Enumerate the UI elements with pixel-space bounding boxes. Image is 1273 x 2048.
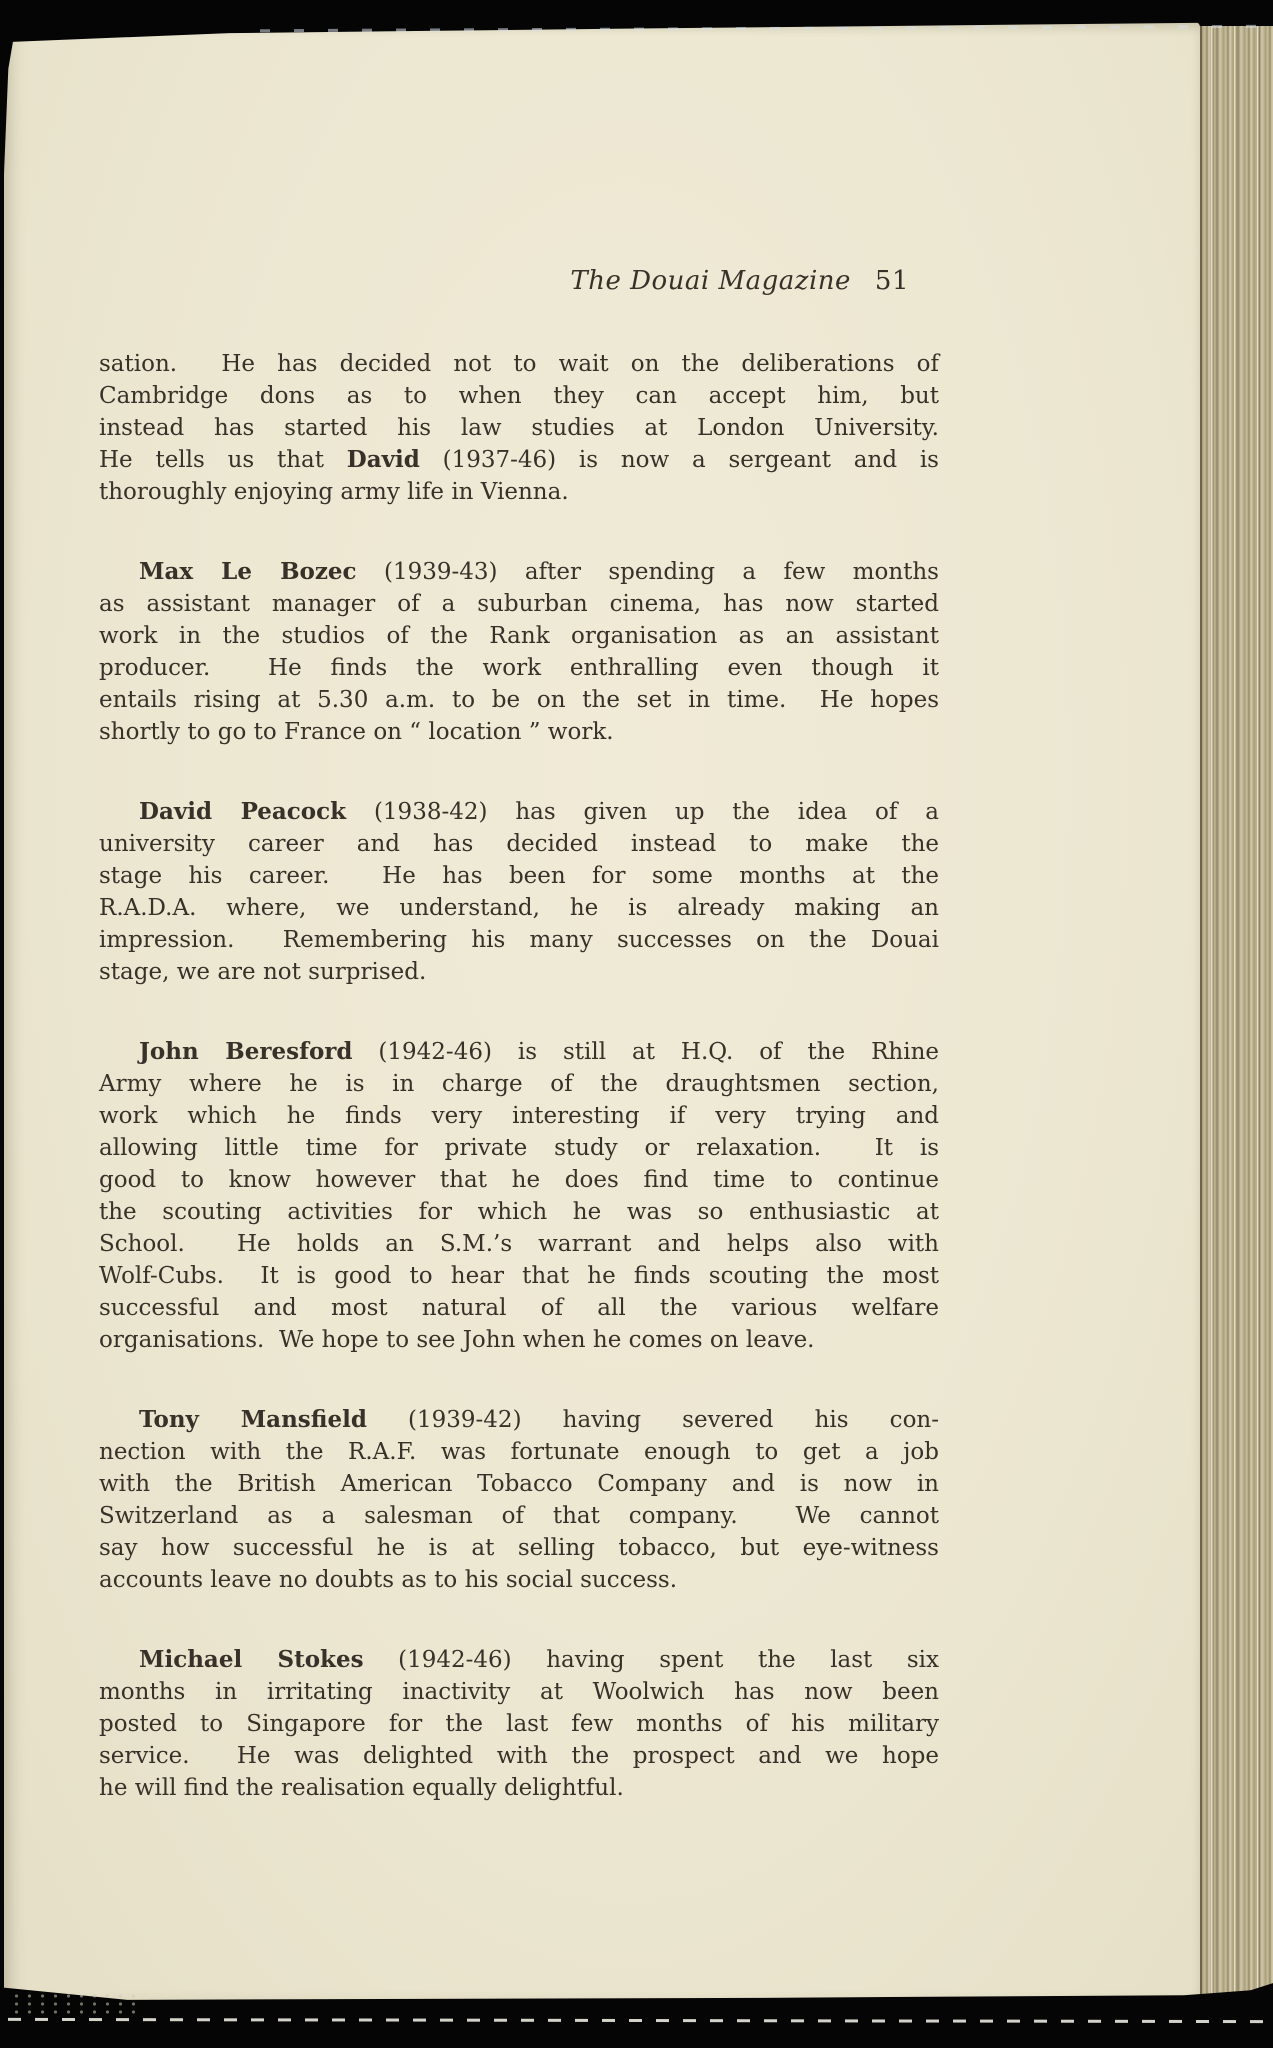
text-line [99, 1772, 939, 1804]
old-boy-name: Michael Stokes [139, 1646, 364, 1673]
text-segment: as assistant manager of a suburban cinema, has now started [99, 591, 939, 617]
old-boy-name: John Beresford [139, 1038, 353, 1065]
text-segment: he will find the realisation equally delightful. [99, 1775, 624, 1801]
text-line [99, 1324, 939, 1356]
text-line [99, 956, 939, 988]
text-line [99, 1292, 939, 1324]
paragraph [99, 796, 939, 988]
text-line [99, 924, 939, 956]
text-segment: He tells us that [99, 447, 347, 473]
old-boy-name: Tony Mansfield [139, 1406, 367, 1433]
text-segment: Army where he is in charge of the draughtsmen section, [99, 1071, 939, 1097]
text-segment: successful and most natural of all the various welfare [99, 1295, 939, 1321]
text-line [99, 1068, 939, 1100]
text-segment: sation. He has decided not to wait on the deliberations of [99, 351, 939, 377]
article-text [99, 348, 939, 1804]
text-line [99, 828, 939, 860]
text-segment: shortly to go to France on “ location ” work. [99, 719, 614, 745]
text-segment: allowing little time for private study or relaxation. It is [99, 1135, 939, 1161]
text-line [99, 1100, 939, 1132]
page-header [99, 266, 909, 296]
text-line [99, 1164, 939, 1196]
text-segment: thoroughly enjoying army life in Vienna. [99, 479, 569, 505]
text-segment: instead has started his law studies at London University. [99, 415, 939, 441]
text-line [99, 892, 939, 924]
text-segment: R.A.D.A. where, we understand, he is already making an [99, 895, 939, 921]
text-segment: service. He was delighted with the prospect and we hope [99, 1743, 939, 1769]
text-line [99, 1132, 939, 1164]
text-segment: say how successful he is at selling tobacco, but eye-witness [99, 1535, 939, 1561]
old-boy-name: Max Le Bozec [139, 558, 357, 585]
paragraph [99, 1644, 939, 1804]
text-segment: accounts leave no doubts as to his social success. [99, 1567, 678, 1593]
text-segment: (1942-46) having spent the last six [363, 1647, 940, 1673]
text-segment: stage his career. He has been for some months at the [99, 863, 939, 889]
text-line [99, 412, 939, 444]
text-line [99, 1500, 939, 1532]
magazine-page [4, 22, 1200, 2004]
text-line [99, 380, 939, 412]
text-line [99, 588, 939, 620]
text-line [99, 1468, 939, 1500]
text-segment: School. He holds an S.M.’s warrant and helps also with [99, 1231, 939, 1257]
text-segment: the scouting activities for which he was so enthusiastic at [99, 1199, 939, 1225]
text-line [99, 1404, 939, 1436]
text-segment: posted to Singapore for the last few months of his military [99, 1711, 939, 1737]
old-boy-name: David Peacock [139, 798, 347, 825]
paragraph [99, 1404, 939, 1596]
magazine-title: The Douai Magazine [570, 266, 851, 296]
text-line [99, 1708, 939, 1740]
cover-scuff-mark [10, 1992, 140, 2014]
text-line [99, 716, 939, 748]
text-segment: (1938-42) has given up the idea of a [346, 799, 939, 825]
page-number: 51 [874, 266, 909, 296]
text-line [99, 1260, 939, 1292]
text-line [99, 620, 939, 652]
text-segment: nection with the R.A.F. was fortunate enough to get a job [99, 1439, 939, 1465]
paragraph [99, 348, 939, 508]
text-line [99, 684, 939, 716]
text-line [99, 1228, 939, 1260]
text-segment: university career and has decided instead to make the [99, 831, 939, 857]
text-line [99, 796, 939, 828]
text-segment: work in the studios of the Rank organisation as an assistant [99, 623, 939, 649]
paragraph [99, 1036, 939, 1356]
text-line [99, 1740, 939, 1772]
text-segment: (1942-46) is still at H.Q. of the Rhine [352, 1039, 939, 1065]
text-segment: with the British American Tobacco Company and is now in [99, 1471, 939, 1497]
text-segment: Cambridge dons as to when they can accept him, but [99, 383, 939, 409]
text-line [99, 860, 939, 892]
text-line [99, 1196, 939, 1228]
text-line [99, 1564, 939, 1596]
text-line [99, 476, 939, 508]
text-line [99, 348, 939, 380]
text-segment: impression. Remembering his many successes on the Douai [99, 927, 939, 953]
text-line [99, 556, 939, 588]
text-segment: (1939-42) having severed his con- [366, 1407, 939, 1433]
text-segment: organisations. We hope to see John when he comes on leave. [99, 1327, 815, 1353]
text-segment: (1937-46) is now a sergeant and is [419, 447, 939, 473]
paragraph [99, 556, 939, 748]
text-line [99, 1036, 939, 1068]
text-segment: Switzerland as a salesman of that company. We cannot [99, 1503, 939, 1529]
text-segment: work which he finds very interesting if very trying and [99, 1103, 939, 1129]
page-edges [1199, 26, 1273, 2004]
text-line [99, 1532, 939, 1564]
text-line [99, 444, 939, 476]
text-segment: stage, we are not surprised. [99, 959, 427, 985]
text-line [99, 1436, 939, 1468]
old-boy-name: David [346, 446, 420, 473]
text-line [99, 1644, 939, 1676]
text-line [99, 1676, 939, 1708]
text-segment: (1939-43) after spending a few months [356, 559, 939, 585]
text-segment: Wolf-Cubs. It is good to hear that he finds scouting the most [99, 1263, 939, 1289]
text-segment: entails rising at 5.30 a.m. to be on the set in time. He hopes [99, 687, 939, 713]
text-segment: good to know however that he does find time to continue [99, 1167, 939, 1193]
text-segment: producer. He finds the work enthralling even though it [99, 655, 939, 681]
text-segment: months in irritating inactivity at Woolwich has now been [99, 1679, 939, 1705]
text-line [99, 652, 939, 684]
